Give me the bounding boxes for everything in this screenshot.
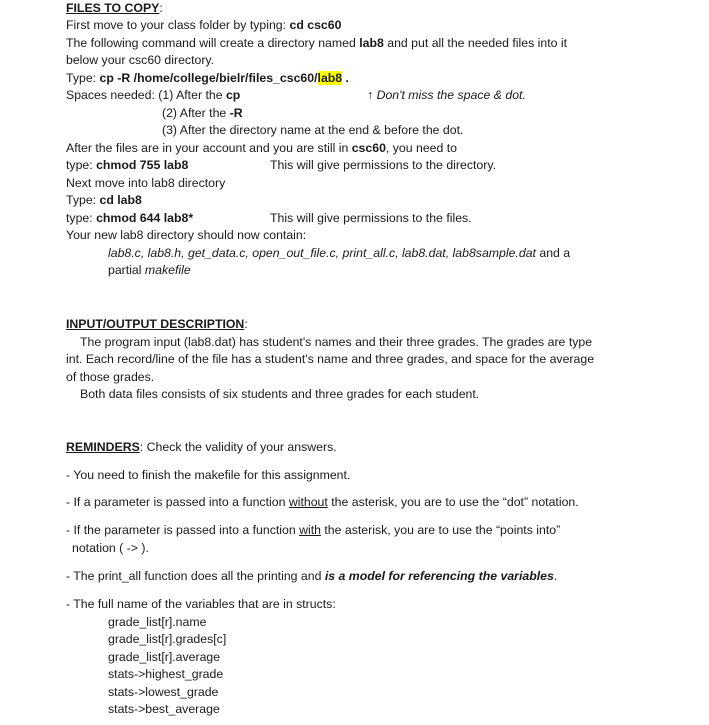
files-line-2 (66, 35, 567, 52)
io-line-2: int. Each record/line of the file has a student's name and three grades, and space for the average (66, 352, 595, 366)
reminder-3-cont: notation ( -> ). (72, 541, 149, 555)
files-line-5 (66, 87, 240, 104)
reminders-heading: REMINDERS (66, 440, 140, 454)
text: and put all the needed files into it (383, 36, 568, 50)
reminder-5: - The full name of the variables that are in structs: (66, 597, 336, 611)
text: and a (535, 246, 571, 260)
text: partial (108, 263, 145, 277)
files-line-10: Next move into lab8 directory (66, 176, 226, 190)
command-cd-lab8: cd lab8 (99, 193, 142, 207)
files-line-13: Your new lab8 directory should now contain: (66, 228, 307, 242)
note-text: Don't miss the space & dot. (373, 88, 526, 102)
command-chmod-dir: chmod 755 lab8 (96, 158, 189, 172)
chmod-dir-note: This will give permissions to the directory. (270, 158, 496, 172)
text: type: (66, 158, 97, 172)
reminder-2 (66, 494, 579, 511)
chmod-files-note: This will give permissions to the files. (270, 211, 472, 225)
text: Spaces needed: (1) After the (66, 88, 226, 102)
text: After the files are in your account and you are still in (66, 141, 352, 155)
reminders-section-heading (66, 439, 337, 456)
struct-var: grade_list[r].grades[c] (108, 632, 227, 646)
files-section-heading (66, 0, 163, 17)
text: (2) After the (162, 106, 230, 120)
struct-var: stats->best_average (108, 702, 220, 716)
command-dot: . (342, 71, 349, 85)
files-line-4 (66, 70, 349, 87)
command-chmod-files: chmod 644 lab8* (96, 211, 194, 225)
reminders-heading-text: : Check the validity of your answers. (139, 440, 337, 454)
files-line-9 (66, 157, 188, 174)
text: - If the parameter is passed into a function (66, 523, 300, 537)
struct-var: stats->highest_grade (108, 667, 224, 681)
files-list-line (108, 245, 570, 262)
text: Type: (66, 193, 100, 207)
io-heading-colon: : (244, 317, 248, 331)
text: type: (66, 211, 97, 225)
bold-text: cp (225, 88, 241, 102)
bold-text: csc60 (351, 141, 386, 155)
files-heading-colon: : (159, 1, 163, 15)
reminder-1: - You need to finish the makefile for this assignment. (66, 468, 351, 482)
files-line-1 (66, 17, 341, 34)
files-heading: FILES TO COPY (66, 1, 160, 15)
files-line-12 (66, 210, 193, 227)
text: Type: (66, 71, 100, 85)
underlined-with: with (299, 523, 321, 537)
io-heading: INPUT/OUTPUT DESCRIPTION (66, 317, 245, 331)
text: - If a parameter is passed into a function (66, 495, 289, 509)
files-line-6 (162, 105, 243, 122)
space-dot-note (367, 87, 526, 104)
text: the asterisk, you are to use the “dot” notation. (327, 495, 579, 509)
files-line-3: below your csc60 directory. (66, 53, 215, 67)
underlined-without: without (288, 495, 328, 509)
bold-text: -R (229, 106, 243, 120)
files-line-7: (3) After the directory name at the end & before the dot. (162, 123, 464, 137)
text: First move to your class folder by typing: (66, 18, 290, 32)
io-line-3: of those grades. (66, 370, 155, 384)
io-line-4: Both data files consists of six students and three grades for each student. (80, 387, 480, 401)
text: . (553, 569, 558, 583)
command-cp: cp -R /home/college/bielr/files_csc60/ (99, 71, 318, 85)
text: - The print_all function does all the printing and (66, 569, 325, 583)
command-cd: cd csc60 (289, 18, 342, 32)
files-line-11 (66, 192, 142, 209)
struct-var: grade_list[r].average (108, 650, 221, 664)
io-section-heading (66, 316, 248, 333)
bold-text: lab8 (359, 36, 384, 50)
up-arrow-icon: ↑ (367, 88, 374, 102)
bold-italic-text: is a model for referencing the variables (324, 569, 554, 583)
text: , you need to (385, 141, 458, 155)
files-list-line-2 (108, 262, 191, 279)
io-line-1: The program input (lab8.dat) has student's names and their three grades. The grades are type (80, 335, 593, 349)
struct-var: grade_list[r].name (108, 615, 207, 629)
reminder-3 (66, 522, 560, 539)
makefile-name: makefile (144, 263, 191, 277)
text: The following command will create a directory named (66, 36, 360, 50)
files-line-8 (66, 140, 457, 157)
highlighted-lab8: lab8 (317, 71, 343, 85)
file-list: lab8.c, lab8.h, get_data.c, open_out_file.c, print_all.c, lab8.dat, lab8sample.dat (108, 246, 536, 260)
text: the asterisk, you are to use the “points into” (320, 523, 561, 537)
struct-var: stats->lowest_grade (108, 685, 219, 699)
reminder-4 (66, 568, 557, 585)
